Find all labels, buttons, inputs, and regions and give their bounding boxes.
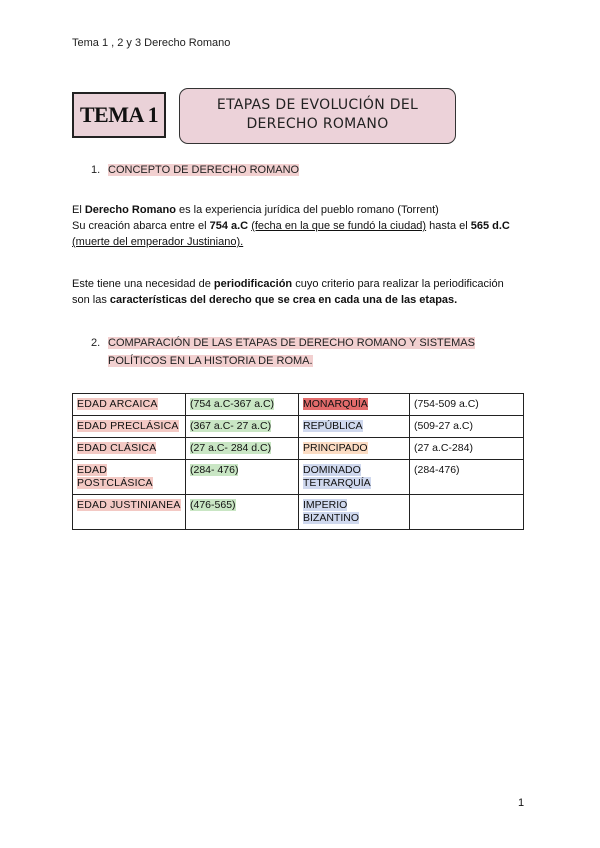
text-run: es la experiencia jurídica del pueblo romano (Torrent) [175,204,439,216]
etapa-name: EDAD CLÁSICA [77,442,157,454]
section-2-title-1: COMPARACIÓN DE LAS ETAPAS DE DERECHO ROMANO Y SISTEMAS [108,337,475,349]
paragraph-1-line-1 [72,202,510,218]
sistema-cell [299,416,410,438]
sistema-dates: (27 a.C-284) [414,442,473,454]
text-run: Su creación abarca entre el [72,220,210,232]
text-run: cuyo criterio para realizar la periodificación [292,278,504,290]
table-row [73,460,524,495]
table-row [73,495,524,530]
sistema-name: REPÚBLICA [303,420,363,432]
title-line-2: DERECHO ROMANO [246,116,389,132]
etapa-dates-cell [186,416,299,438]
etapas-table [72,393,524,530]
bold-term: periodificación [213,278,293,290]
paragraph-1-line-3 [72,234,510,250]
etapa-name: EDAD PRECLÁSICA [77,420,179,432]
etapa-dates: (476-565) [190,499,236,511]
sistema-name: MONARQUÍA [303,398,368,410]
sistema-dates-cell [410,460,524,495]
etapa-dates-cell [186,495,299,530]
etapa-dates-cell [186,438,299,460]
section-2-line-2 [91,352,491,370]
sistema-cell [299,460,410,495]
etapa-cell [73,394,186,416]
etapa-dates-cell [186,460,299,495]
section-2-title-2: POLÍTICOS EN LA HISTORIA DE ROMA. [108,355,313,367]
sistema-dates: (509-27 a.C) [414,420,473,432]
text-run: Este tiene una necesidad de [72,278,214,290]
etapa-cell [73,438,186,460]
section-2-heading [91,334,491,370]
title-box [179,88,456,144]
paragraph-2-line-1 [72,276,504,292]
sistema-name: IMPERIO BIZANTINO [303,499,360,524]
section-1-title: CONCEPTO DE DERECHO ROMANO [108,164,300,176]
etapa-cell [73,495,186,530]
etapa-dates-cell [186,394,299,416]
sistema-dates: (754-509 a.C) [414,398,479,410]
paragraph-2 [72,276,504,308]
tema-label-box: TEMA 1 [72,92,166,138]
title-line-1: ETAPAS DE EVOLUCIÓN DEL [216,97,419,113]
table-row [73,416,524,438]
page-number: 1 [518,797,525,809]
section-2-line-1 [91,334,491,352]
sistema-cell [299,438,410,460]
bold-term: Derecho Romano [84,204,176,216]
section-1-number: 1. [91,164,101,176]
table-row [73,394,524,416]
etapa-dates: (284- 476) [190,464,239,476]
bold-phrase: características del derecho que se crea en cada una de las etapas. [109,294,458,306]
bold-date-end: 565 d.C [470,220,510,232]
sistema-dates-cell [410,495,524,530]
sistema-cell [299,394,410,416]
paragraph-2-line-2 [72,292,504,308]
etapa-name: EDAD ARCAICA [77,398,158,410]
etapa-dates: (367 a.C- 27 a.C) [190,420,272,432]
etapa-name: EDAD JUSTINIANEA [77,499,181,511]
etapa-cell [73,416,186,438]
sistema-dates-cell [410,416,524,438]
section-2-number: 2. [91,337,101,349]
sistema-name: DOMINADO TETRARQUÍA [303,464,371,489]
sistema-dates-cell [410,394,524,416]
etapa-dates: (754 a.C-367 a.C) [190,398,275,410]
bold-date-start: 754 a.C [209,220,249,232]
sistema-name: PRINCIPADO [303,442,368,454]
paragraph-1 [72,202,510,250]
etapa-dates: (27 a.C- 284 d.C) [190,442,272,454]
sistema-dates-cell [410,438,524,460]
etapa-cell [73,460,186,495]
paragraph-1-line-2 [72,218,510,234]
section-1-heading [91,164,299,176]
document-header: Tema 1 , 2 y 3 Derecho Romano [72,37,231,49]
underlined-note: (fecha en la que se fundó la ciudad) [251,220,427,232]
table-row [73,438,524,460]
text-run: son las [72,294,110,306]
etapa-name: EDAD POSTCLÁSICA [77,464,153,489]
underlined-note: (muerte del emperador Justiniano). [72,236,244,248]
sistema-dates: (284-476) [414,464,460,476]
sistema-cell [299,495,410,530]
text-run: El [72,204,85,216]
text-run: hasta el [426,220,471,232]
